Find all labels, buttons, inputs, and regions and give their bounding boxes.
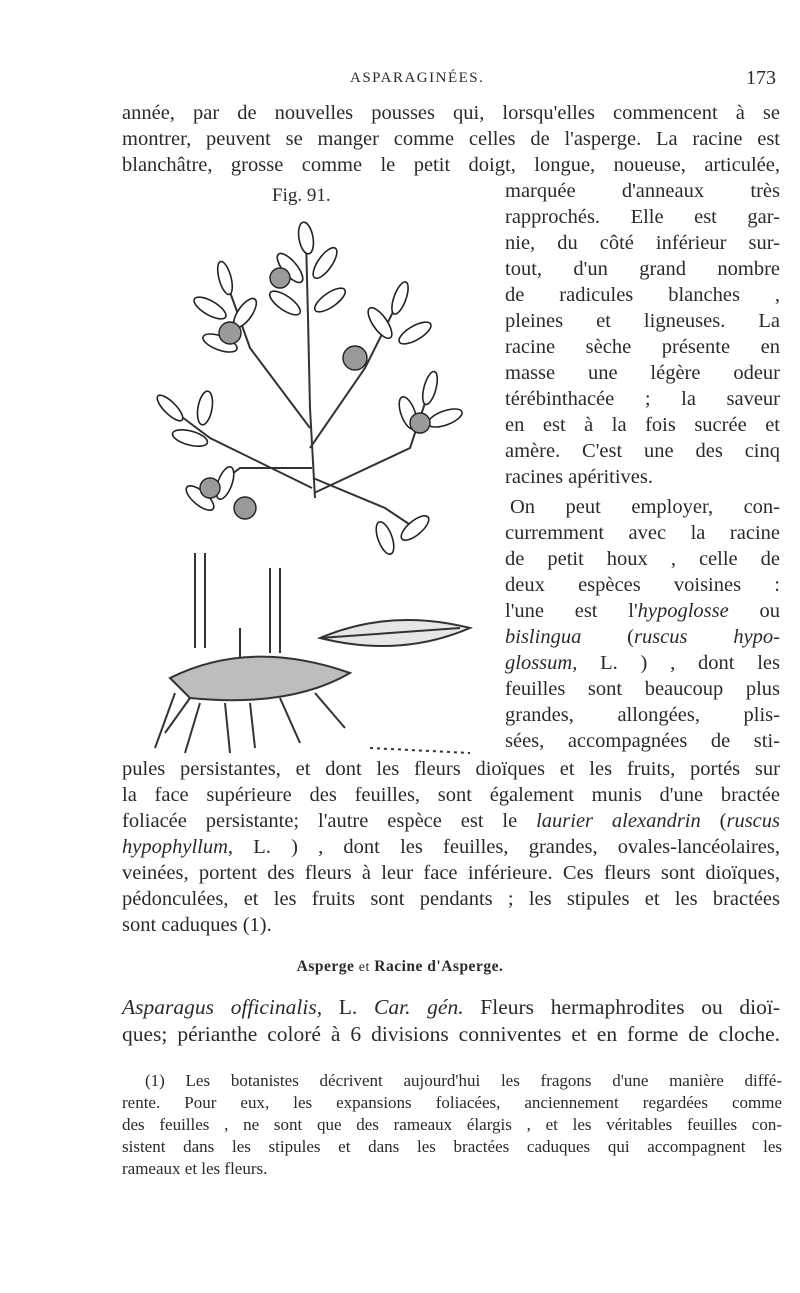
text-line: masse une légère odeur	[505, 362, 780, 384]
text-line	[505, 598, 780, 624]
running-title: ASPARAGINÉES.	[350, 70, 485, 86]
text-line	[122, 834, 780, 860]
text-line: la face supérieure des feuilles, sont également munis d'une bractée	[122, 784, 780, 806]
text-line: rapprochés. Elle est gar-	[505, 206, 780, 228]
heading-part: et	[358, 960, 370, 975]
text-line: montrer, peuvent se manger comme celles de l'asperge. La racine est	[122, 128, 780, 150]
text-line	[505, 624, 780, 650]
text-line: sées, accompagnées de sti-	[505, 730, 780, 752]
text-line: veinées, portent des fleurs à leur face inférieure. Ces fleurs sont dioïques,	[122, 862, 780, 884]
text-line: nie, du côté inférieur sur-	[505, 232, 780, 254]
text-line	[122, 808, 780, 834]
text-line: grandes, allongées, plis-	[505, 704, 780, 726]
text-run: , L. ) , dont les feuilles, grandes, ovales-lancéolaires,	[227, 836, 780, 858]
text-run: ou	[728, 600, 780, 622]
text-run: , L. ) , dont les	[572, 652, 780, 674]
text-line: deux espèces voisines :	[505, 574, 780, 596]
italic-term: glossum	[505, 652, 573, 674]
section-heading	[0, 958, 800, 976]
italic-term: Asparagus officinalis	[122, 995, 317, 1019]
text-run: (	[700, 810, 727, 832]
text-line: feuilles sont beaucoup plus	[505, 678, 780, 700]
text-line: On peut employer, con-	[510, 496, 780, 518]
heading-part: Asperge	[296, 958, 359, 975]
text-line: tout, d'un grand nombre	[505, 258, 780, 280]
text-line: pules persistantes, et dont les fleurs dioïques et les fruits, portés sur	[122, 758, 780, 780]
text-line: en est à la fois sucrée et	[505, 414, 780, 436]
text-line: térébinthacée ; la saveur	[505, 388, 780, 410]
text-run: Fleurs hermaphrodites ou dioï-	[463, 995, 781, 1019]
text-line: curremment avec la racine	[505, 522, 780, 544]
text-run: , L.	[316, 995, 375, 1019]
footnote-line: sistent dans les stipules et dans les bractées caduques qui accompagnent les	[122, 1137, 782, 1156]
text-line: blanchâtre, grosse comme le petit doigt, longue, noueuse, articulée,	[122, 154, 780, 176]
plant-illustration	[130, 208, 500, 763]
footnote-line: rente. Pour eux, les expansions foliacées, anciennement regardées comme	[122, 1093, 782, 1112]
text-run: l'une est l'	[505, 600, 638, 622]
italic-term: laurier alexandrin	[536, 810, 701, 832]
heading-part: Racine d'Asperge.	[369, 958, 504, 975]
footnote-line: des feuilles , ne sont que des rameaux élargis , et les véritables feuilles con-	[122, 1115, 782, 1134]
text-run: foliacée persistante; l'autre espèce est le	[122, 810, 537, 832]
page-header	[120, 67, 780, 98]
page-number: 173	[746, 67, 776, 89]
italic-term: hypoglosse	[637, 600, 729, 622]
text-line: ques; périanthe coloré à 6 divisions conniventes et en forme de cloche.	[122, 1022, 780, 1046]
text-line: amère. C'est une des cinq	[505, 440, 780, 462]
footnote-line: (1) Les botanistes décrivent aujourd'hui les fragons d'une manière diffé-	[145, 1071, 782, 1090]
text-run: (	[581, 626, 634, 648]
text-line: marquée d'anneaux très	[505, 180, 780, 202]
italic-term: Car. gén.	[374, 995, 464, 1019]
text-line	[505, 650, 780, 676]
text-line: pleines et ligneuses. La	[505, 310, 780, 332]
text-line: pédonculées, et les fruits sont pendants ; les stipules et les bractées	[122, 888, 780, 910]
text-line: année, par de nouvelles pousses qui, lorsqu'elles commencent à se	[122, 102, 780, 124]
text-line: racine sèche présente en	[505, 336, 780, 358]
italic-term: ruscus hypo-	[633, 626, 780, 648]
text-line: sont caduques (1).	[122, 914, 272, 936]
footnote-line: rameaux et les fleurs.	[122, 1159, 268, 1178]
italic-term: bislingua	[505, 626, 582, 648]
text-line: de petit houx , celle de	[505, 548, 780, 570]
text-line	[122, 994, 780, 1020]
figure-label: Fig. 91.	[272, 185, 331, 206]
italic-term: ruscus	[726, 810, 781, 832]
text-line: racines apéritives.	[505, 466, 653, 488]
text-line: de radicules blanches ,	[505, 284, 780, 306]
italic-term: hypophyllum	[122, 836, 228, 858]
